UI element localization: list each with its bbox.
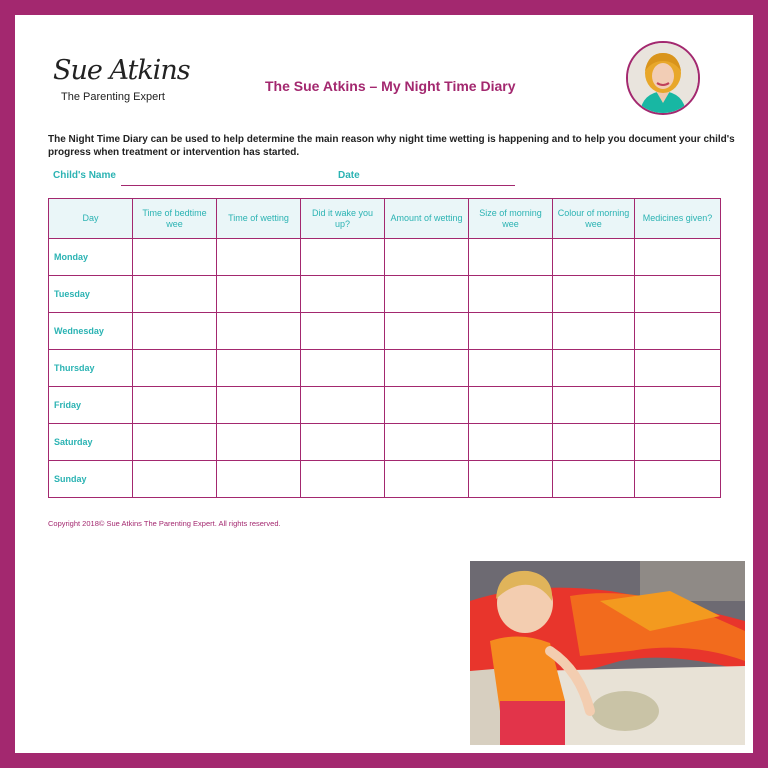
diary-entry-cell[interactable] — [217, 313, 301, 350]
author-photo — [626, 41, 700, 115]
diary-entry-cell[interactable] — [469, 350, 553, 387]
column-header: Size of morning wee — [469, 199, 553, 239]
page-title: The Sue Atkins – My Night Time Diary — [265, 78, 516, 94]
diary-entry-cell[interactable] — [133, 239, 217, 276]
table-row — [49, 424, 721, 461]
diary-entry-cell[interactable] — [133, 387, 217, 424]
diary-entry-cell[interactable] — [133, 350, 217, 387]
diary-entry-cell[interactable] — [553, 350, 635, 387]
table-row — [49, 461, 721, 498]
day-label: Monday — [49, 239, 133, 276]
diary-entry-cell[interactable] — [301, 387, 385, 424]
diary-entry-cell[interactable] — [469, 387, 553, 424]
diary-entry-cell[interactable] — [553, 461, 635, 498]
diary-page — [15, 15, 753, 753]
diary-entry-cell[interactable] — [635, 350, 721, 387]
day-label: Saturday — [49, 424, 133, 461]
logo-signature: Sue Atkins — [53, 55, 190, 86]
diary-table — [48, 198, 721, 498]
column-header: Medicines given? — [635, 199, 721, 239]
diary-entry-cell[interactable] — [635, 461, 721, 498]
table-header-row — [49, 199, 721, 239]
diary-entry-cell[interactable] — [217, 424, 301, 461]
diary-entry-cell[interactable] — [553, 424, 635, 461]
diary-entry-cell[interactable] — [133, 276, 217, 313]
day-label: Thursday — [49, 350, 133, 387]
logo — [53, 55, 190, 115]
table-row — [49, 313, 721, 350]
diary-entry-cell[interactable] — [635, 387, 721, 424]
diary-entry-cell[interactable] — [217, 276, 301, 313]
diary-entry-cell[interactable] — [635, 239, 721, 276]
diary-entry-cell[interactable] — [217, 350, 301, 387]
column-header: Colour of morning wee — [553, 199, 635, 239]
day-label: Tuesday — [49, 276, 133, 313]
child-name-label: Child's Name — [53, 170, 116, 181]
diary-entry-cell[interactable] — [469, 239, 553, 276]
table-row — [49, 350, 721, 387]
child-name-line[interactable] — [121, 185, 515, 186]
diary-entry-cell[interactable] — [133, 461, 217, 498]
diary-entry-cell[interactable] — [469, 276, 553, 313]
diary-entry-cell[interactable] — [635, 313, 721, 350]
copyright-text: Copyright 2018© Sue Atkins The Parenting Expert. All rights reserved. — [48, 519, 281, 528]
diary-entry-cell[interactable] — [217, 461, 301, 498]
column-header: Time of wetting — [217, 199, 301, 239]
diary-entry-cell[interactable] — [635, 276, 721, 313]
diary-entry-cell[interactable] — [385, 239, 469, 276]
diary-entry-cell[interactable] — [385, 424, 469, 461]
diary-entry-cell[interactable] — [635, 424, 721, 461]
diary-entry-cell[interactable] — [553, 239, 635, 276]
diary-entry-cell[interactable] — [385, 313, 469, 350]
diary-entry-cell[interactable] — [217, 387, 301, 424]
column-header: Amount of wetting — [385, 199, 469, 239]
child-photo — [470, 561, 745, 745]
diary-entry-cell[interactable] — [301, 424, 385, 461]
day-label: Friday — [49, 387, 133, 424]
diary-entry-cell[interactable] — [553, 313, 635, 350]
diary-entry-cell[interactable] — [301, 239, 385, 276]
diary-entry-cell[interactable] — [385, 387, 469, 424]
diary-entry-cell[interactable] — [553, 276, 635, 313]
diary-entry-cell[interactable] — [301, 461, 385, 498]
diary-entry-cell[interactable] — [385, 276, 469, 313]
diary-entry-cell[interactable] — [469, 424, 553, 461]
logo-tagline: The Parenting Expert — [61, 91, 165, 103]
diary-entry-cell[interactable] — [469, 313, 553, 350]
column-header: Time of bedtime wee — [133, 199, 217, 239]
column-header: Did it wake you up? — [301, 199, 385, 239]
diary-entry-cell[interactable] — [133, 424, 217, 461]
table-row — [49, 239, 721, 276]
table-row — [49, 276, 721, 313]
diary-entry-cell[interactable] — [217, 239, 301, 276]
child-info-row — [53, 170, 523, 188]
diary-entry-cell[interactable] — [469, 461, 553, 498]
diary-entry-cell[interactable] — [385, 350, 469, 387]
diary-entry-cell[interactable] — [385, 461, 469, 498]
day-label: Sunday — [49, 461, 133, 498]
diary-entry-cell[interactable] — [133, 313, 217, 350]
diary-entry-cell[interactable] — [301, 276, 385, 313]
day-label: Wednesday — [49, 313, 133, 350]
diary-entry-cell[interactable] — [301, 350, 385, 387]
diary-entry-cell[interactable] — [301, 313, 385, 350]
table-row — [49, 387, 721, 424]
diary-entry-cell[interactable] — [553, 387, 635, 424]
column-header: Day — [49, 199, 133, 239]
intro-text: The Night Time Diary can be used to help determine the main reason why night time wetting is happening and to help you document your child's progress when treatment or intervention has started. — [48, 134, 735, 158]
date-label: Date — [338, 170, 360, 181]
